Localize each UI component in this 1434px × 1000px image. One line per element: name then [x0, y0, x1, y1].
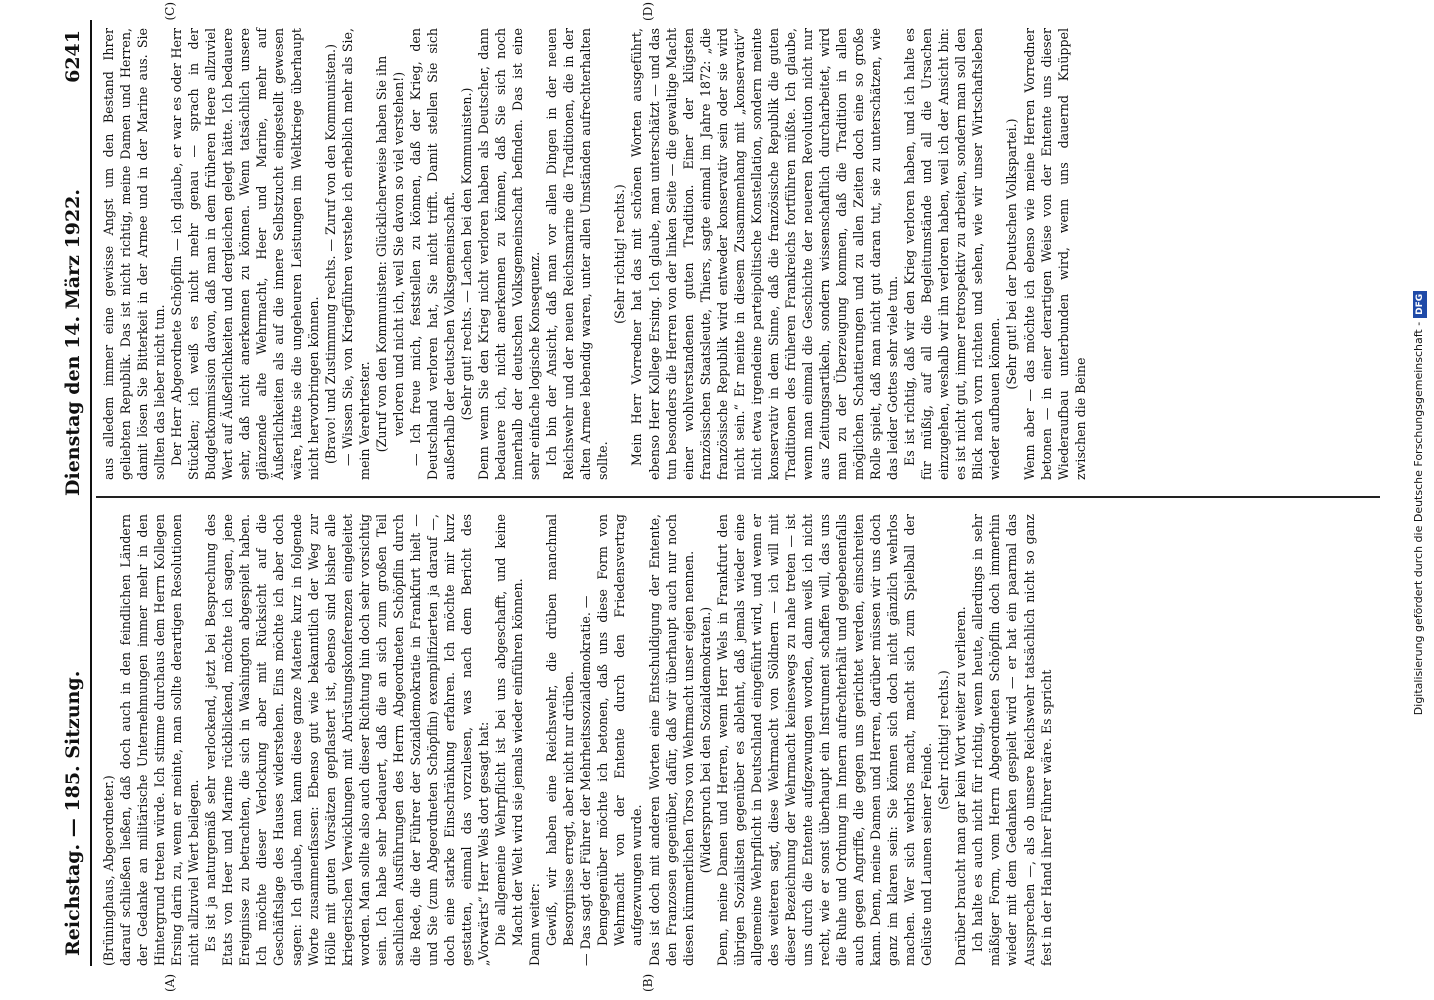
document-page: [60, 2, 1380, 992]
paragraph: Darüber braucht man gar kein Wort weiter zu verlieren.: [953, 606, 969, 966]
margin-marker-c: (C): [163, 2, 177, 21]
paragraph: Dann weiter:: [527, 883, 543, 966]
paragraph: Wenn aber — das möchte ich ebenso wie meine Herren Vorredner betonen — in einer derartigen Weise von der Entente uns dieser Wiederaufbau unterbunden wird, wenn uns dauernd Knüppel zwischen die Beine: [1021, 28, 1088, 480]
margin-marker-b: (B): [641, 973, 655, 992]
right-column: [100, 2, 1368, 480]
interjection: (Sehr gut! bei der Deutschen Volkspartei.): [1004, 118, 1020, 390]
margin-marker-d: (D): [641, 2, 655, 21]
header-date: Dienstag den 14. März 1922.: [62, 188, 84, 496]
interjection: (Sehr richtig! rechts.): [936, 670, 952, 810]
margin-marker-a: (A): [163, 973, 177, 992]
quotation: Gewiß, wir haben eine Reichswehr, die drüben manchmal Besorgnisse erregt, aber nicht nur drüben.: [544, 514, 577, 946]
running-header: [60, 20, 92, 966]
interjection: (Widerspruch bei den Sozialdemokraten.): [697, 606, 713, 874]
paragraph: aus alledem immer eine gewisse Angst um den Bestand Ihrer geliebten Republik. Das ist nicht richtig, meine Damen und Herren, damit lösen Sie Bitterkeit in der Armee und in der Marine aus. Sie sollten das lieber nicht tun.: [101, 28, 168, 480]
paragraph: Ich bin der Ansicht, daß man vor allen Dingen in der neuen Reichswehr und der neuen Reichsmarine die Traditionen, die in der alten Armee lebendig waren, unter allen Umständen aufrechterhalten sollte.: [544, 28, 611, 480]
paragraph: — Das sagt der Führer der Mehrheitssozialdemokratie. —: [578, 595, 594, 966]
paragraph: Es ist ja naturgemäß sehr verlockend, jetzt bei Besprechung des Etats von Heer und Marine rückblickend, möchte ich sagen, jene Ereignisse zu betrachten, die sich in Washington abgespielt haben. Ich möchte dieser Verlockung aber mit Rücksicht auf die Geschäftslage des Hauses widerstehen. Eins möchte ich aber doch sagen: Ich glaube, man kann diese ganze Materie kurz in folgende Worte zusammenfassen: Ebenso gut wie bekanntlich der Weg zur Hölle mit guten Vorsätzen gepflastert ist, ebenso sind bisher alle kriegerischen Verwicklungen mit Abrüstungskonferenzen eingeleitet worden. Man sollte also auch dieser Richtung hin doch sehr vorsichtig sein. Ich habe sehr bedauert, daß die an sich zum großen Teil sachlichen Ausführungen des Herrn Abgeordneten Schöpflin durch die Rede, die der Führer der Sozialdemokratie in Frankfurt hielt — und Sie (zum Abgeordneten Schöpflin) exemplifizierten ja darauf —, doch eine starke Einschränkung erfahren. Ich möchte mir kurz gestatten, einmal das vorzulesen, was nach dem Bericht des „Vorwärts“ Herr Wels dort gesagt hat:: [203, 514, 492, 966]
credit-label: Digitalisierung gefördert durch die Deutsche Forschungsgemeinschaft -: [1412, 321, 1425, 716]
speaker-line: (Brüninghaus, Abgeordneter.): [101, 775, 116, 966]
interjection: (Sehr richtig! rechts.): [612, 184, 628, 324]
paragraph: Ich halte es auch nicht für richtig, wenn heute, allerdings in sehr mäßiger Form, vom Herrn Abgeordneten Schöpflin doch immerhin wieder mit dem Gedanken gespielt wird — er hat ein paarmal das Aussprechen —, als ob unsere Reichswehr tatsächlich nicht so ganz fest in der Hand ihrer Führer wäre. Es spricht: [970, 514, 1054, 966]
dfg-logo: DFG: [1413, 291, 1427, 318]
paragraph: Der Herr Abgeordnete Schöpflin — ich glaube, er war es oder Herr Stücklen; ich weiß es nicht mehr genau — sprach in der Budgetkommission davon, daß man in dem früheren Heere allzuviel Wert auf Äußerlichkeiten und dergleichen gelegt hätte. Ich bedauere sehr, daß nicht anerkennen zu können. Wenn tatsächlich unsere glänzende alte Wehrmacht, Heer und Marine, mehr auf Äußerlichkeiten als auf die innere Selbstzucht eingestellt gewesen wäre, hätte sie die ungeheuren Leistungen im Weltkriege überhaupt nicht hervorbringen können.: [169, 28, 321, 480]
paragraph: Es ist richtig, daß wir den Krieg verloren haben, und ich halte es für müßig, auf all die Begleitumstände und all die Ursachen einzugehen, weshalb wir ihn verloren haben, weil ich der Ansicht bin: es ist nicht gut, immer retrospektiv zu arbeiten, sondern man soll den Blick nach vorn richten und sehen, wie wir unser Wirtschaftsleben wieder aufbauen können.: [902, 28, 1003, 480]
interjection: (Sehr gut! rechts. — Lachen bei den Kommunisten.): [458, 87, 474, 421]
page-number: 6241: [62, 30, 84, 83]
paragraph: Denn wenn Sie den Krieg nicht verloren haben als Deutscher, dann bedauere ich, nicht anerkennen zu können, daß Sie sich noch innerhalb der deutschen Volksgemeinschaft befinden. Das ist eine sehr einfache logische Konsequenz.: [476, 28, 543, 480]
paragraph: — Ich freue mich, feststellen zu können, daß der Krieg, den Deutschland verloren hat, Sie nicht trifft. Damit stellen Sie sich außerhalb der deutschen Volksgemeinschaft.: [407, 28, 457, 480]
paragraph: — Wissen Sie, von Kriegführen verstehe ich erheblich mehr als Sie, mein Verehrtester.: [339, 28, 372, 480]
paragraph: Das ist doch mit anderen Worten eine Entschuldigung der Entente, den Franzosen gegenüber, dafür, daß wir überhaupt auch nur noch diesen kümmerlichen Torso von Wehrmacht unser eigen nennen.: [646, 514, 696, 966]
interjection: (Bravo! und Zustimmung rechts. — Zuruf von den Kommunisten.): [322, 44, 338, 464]
quotation: Demgegenüber möchte ich betonen, daß uns diese Form von Wehrmacht von der Entente durch den Friedensvertrag aufgezwungen wurde.: [595, 514, 645, 946]
header-left: Reichstag. — 185. Sitzung.: [62, 670, 84, 956]
paragraph: Denn, meine Damen und Herren, wenn Herr Wels in Frankfurt den übrigen Sozialisten gegenüber es ablehnt, daß jemals wieder eine allgemeine Wehrpflicht in Deutschland eingeführt wird, und wenn er des weiteren sagt, diese Wehrmacht von Söldnern — ich will mit dieser Bezeichnung der Wehrmacht keineswegs zu nahe treten — ist uns durch die Entente aufgezwungen worden, dann weiß ich nicht recht, wie er sonst überhaupt ein Instrument schaffen will, das uns die Ruhe und Ordnung im Innern aufrechterhält und gegebenenfalls auch gegen Angriffe, die gegen uns gerichtet werden, einschreiten kann. Denn, meine Damen und Herren, darüber müssen wir uns doch ganz im klaren sein: Sie können sich doch nicht gänzlich wehrlos machen. Wer sich wehrlos macht, macht sich zum Spielball der Gelüste und Launen seiner Feinde.: [714, 514, 935, 966]
credit-text: [1408, 8, 1430, 998]
left-column: [100, 514, 1368, 992]
quotation: Die allgemeine Wehrpflicht ist bei uns abgeschafft, und keine Macht der Welt wird sie jemals wieder einführen können.: [493, 514, 526, 946]
paragraph: darauf schließen ließen, daß doch auch in den feindlichen Ländern der Gedanke an militärische Unternehmungen immer mehr in den Hintergrund treten würde. Ich stimme durchaus dem Herrn Kollegen Ersing darin zu, wenn er meinte, man sollte derartigen Resolutionen nicht allzuviel Wert beilegen.: [118, 514, 202, 966]
paragraph: Mein Herr Vorredner hat das mit schönen Worten ausgeführt, ebenso Herr Kollege Ersing. Ich glaube, man unterschätzt — und das tun besonders die Herren von der linken Seite — die gewaltige Macht einer wohlverstandenen guten Tradition. Einer der klügsten französischen Staatsleute, Thiers, sagte einmal im Jahre 1872: „die französische Republik wird entweder konservativ sein oder sie wird nicht sein.“ Er meinte in diesem Zusammenhang mit „konservativ“ nicht etwa irgendeine parteipolitische Konstellation, sondern meinte konservativ in dem Sinne, daß die französische Republik die guten Traditionen des früheren Frankreichs fortführen müßte. Ich glaube, wenn man einmal die Geschichte der neueren Revolution nicht nur aus Zeitungsartikeln, sondern wissenschaftlich durcharbeitet, wird man zu der Überzeugung kommen, daß die Tradition in allen möglichen Schattierungen und zu allen Zeiten doch eine so große Rolle spielt, daß man nicht gut daran tut, sie zu unterschätzen, wie das leider Gottes sehr viele tun.: [629, 28, 901, 480]
interjection: (Zuruf von den Kommunisten: Glücklicherweise haben Sie ihn verloren und nicht ich, weil Sie davon so viel verstehen!): [373, 55, 406, 453]
column-divider: [96, 496, 1380, 498]
digitization-credit: [1408, 8, 1430, 998]
